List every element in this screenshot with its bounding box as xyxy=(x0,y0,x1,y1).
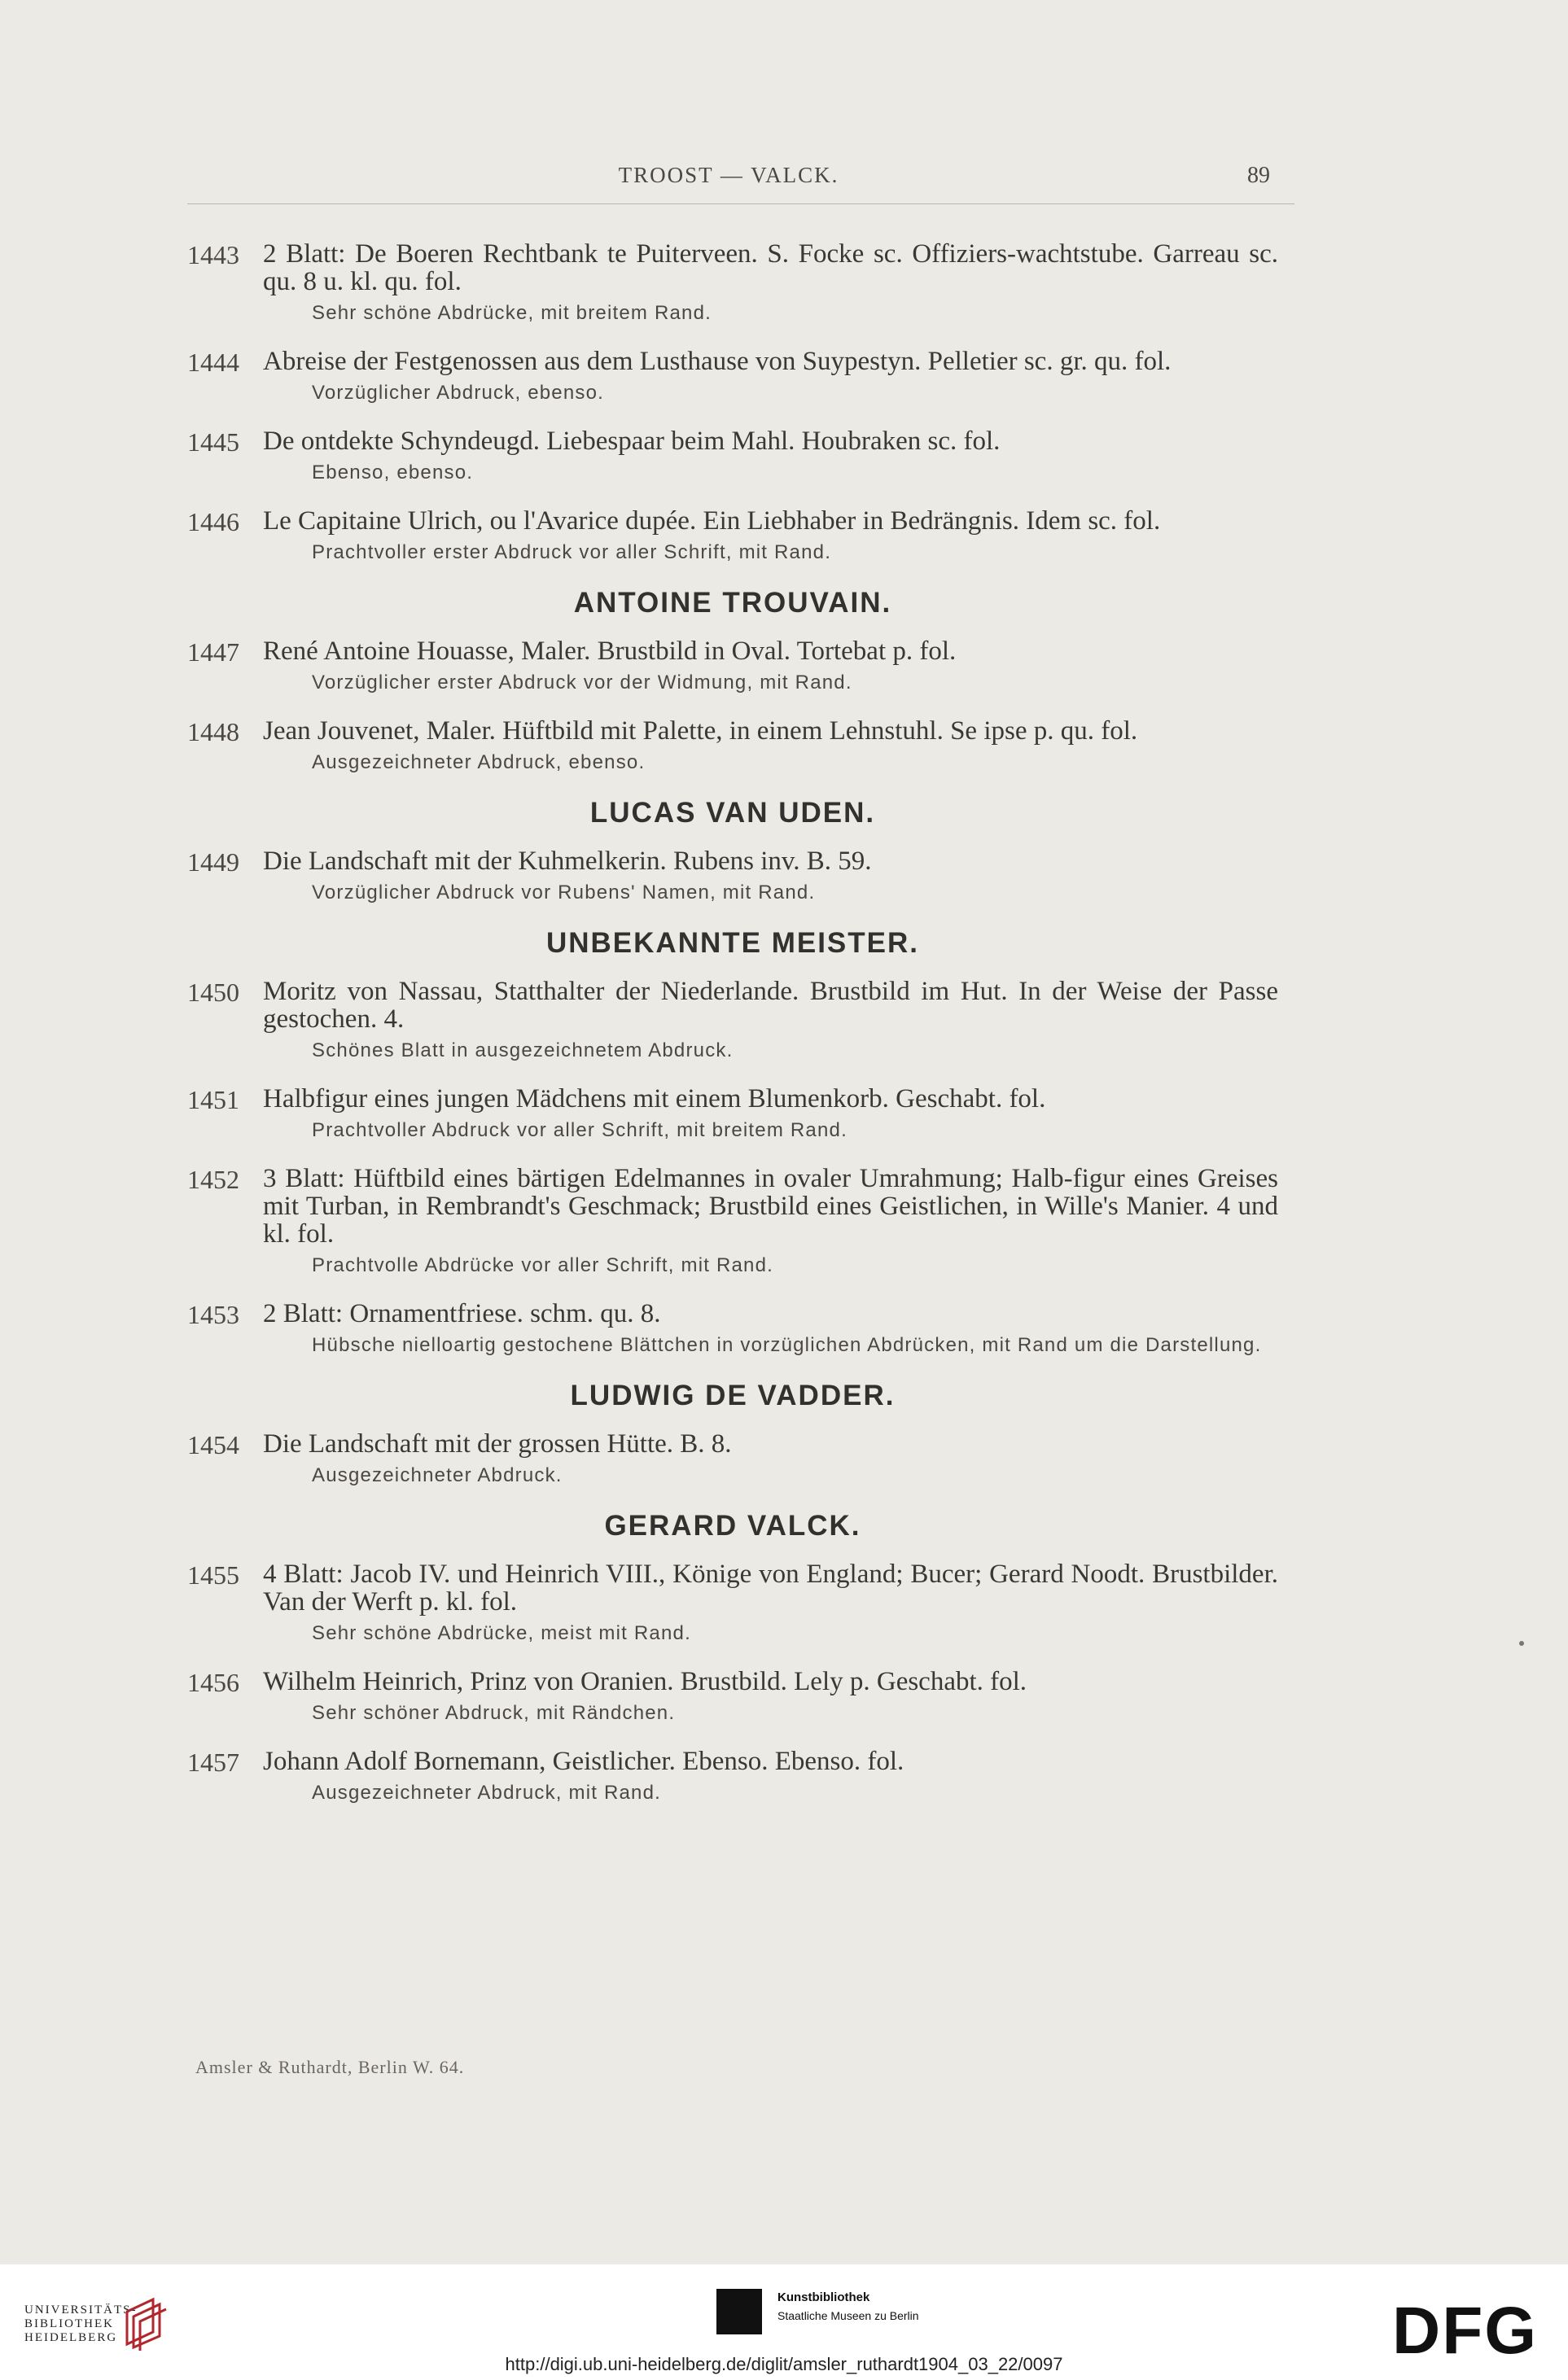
entry-condition-note: Prachtvolle Abdrücke vor aller Schrift, mit Rand. xyxy=(312,1254,774,1276)
entry-group xyxy=(187,637,1278,774)
scan-speck xyxy=(1519,1641,1524,1646)
catalog-entry xyxy=(187,1165,1278,1277)
catalog-entry xyxy=(187,1748,1278,1805)
permalink-url[interactable]: http://digi.ub.uni-heidelberg.de/diglit/amsler_ruthardt1904_03_22/0097 xyxy=(505,2354,1063,2374)
kunstbibliothek-logo-icon[interactable] xyxy=(716,2289,762,2334)
entry-condition-note: Ebenso, ebenso. xyxy=(312,462,474,483)
entry-group xyxy=(187,978,1278,1357)
entry-number: 1443 xyxy=(187,240,239,269)
catalog-entry xyxy=(187,978,1278,1062)
entry-description: 3 Blatt: Hüftbild eines bärtigen Edelmannes in ovaler Umrahmung; Halb-figur eines Greises mit Turban, in Rembrandt's Geschmack; Brustbild eines Geistlichen, in Wille's Manier. 4 und kl. fol. xyxy=(263,1164,1278,1249)
entry-condition-note: Ausgezeichneter Abdruck, ebenso. xyxy=(312,751,646,773)
entry-description: Le Capitaine Ulrich, ou l'Avarice dupée. Ein Liebhaber in Bedrängnis. Idem sc. fol. xyxy=(263,506,1161,536)
entry-description: Die Landschaft mit der Kuhmelkerin. Rubens inv. B. 59. xyxy=(263,847,872,876)
entry-description: Jean Jouvenet, Maler. Hüftbild mit Palette, in einem Lehnstuhl. Se ipse p. qu. fol. xyxy=(263,716,1138,746)
entry-description: Wilhelm Heinrich, Prinz von Oranien. Brustbild. Lely p. Geschabt. fol. xyxy=(263,1667,1027,1696)
catalog-entry xyxy=(187,847,1278,904)
section-heading: LUDWIG DE VADDER. xyxy=(570,1380,896,1411)
catalog-entry xyxy=(187,240,1278,325)
entry-condition-note: Vorzüglicher erster Abdruck vor der Widmung, mit Rand. xyxy=(312,672,852,693)
entry-condition-note: Prachtvoller Abdruck vor aller Schrift, mit breitem Rand. xyxy=(312,1119,848,1141)
catalog-entry xyxy=(187,1300,1278,1357)
entry-condition-note: Sehr schöner Abdruck, mit Rändchen. xyxy=(312,1702,676,1724)
entry-description: 4 Blatt: Jacob IV. und Heinrich VIII., Könige von England; Bucer; Gerard Noodt. Brustbilder. Van der Werft p. kl. fol. xyxy=(263,1560,1278,1617)
entry-condition-note: Vorzüglicher Abdruck, ebenso. xyxy=(312,382,604,404)
catalog-content xyxy=(187,240,1278,1827)
section-heading: ANTOINE TROUVAIN. xyxy=(573,587,892,619)
kb-name: Kunstbibliothek xyxy=(777,2290,870,2304)
dfg-logo[interactable]: DFG xyxy=(1392,2294,1539,2368)
entry-group xyxy=(187,847,1278,904)
catalog-entry xyxy=(187,1560,1278,1645)
entry-number: 1454 xyxy=(187,1430,239,1459)
running-title: TROOST — VALCK. xyxy=(618,163,839,187)
section-heading: UNBEKANNTE MEISTER. xyxy=(545,927,920,959)
entry-condition-note: Sehr schöne Abdrücke, mit breitem Rand. xyxy=(312,302,712,324)
catalog-entry xyxy=(187,348,1278,405)
entry-group xyxy=(187,240,1278,564)
entry-description: Johann Adolf Bornemann, Geistlicher. Ebenso. Ebenso. fol. xyxy=(263,1747,904,1776)
running-header xyxy=(187,163,1270,195)
entry-number: 1444 xyxy=(187,348,239,377)
entry-number: 1449 xyxy=(187,847,239,877)
entry-description: Abreise der Festgenossen aus dem Lusthause von Suypestyn. Pelletier sc. gr. qu. fol. xyxy=(263,347,1172,376)
entry-number: 1457 xyxy=(187,1748,239,1777)
digitization-footer xyxy=(0,2264,1568,2380)
header-rule xyxy=(187,203,1294,204)
entry-number: 1450 xyxy=(187,978,239,1007)
entry-number: 1451 xyxy=(187,1085,239,1114)
entry-description: De ontdekte Schyndeugd. Liebespaar beim Mahl. Houbraken sc. fol. xyxy=(263,427,1001,456)
catalog-entry xyxy=(187,637,1278,694)
catalog-entry xyxy=(187,427,1278,484)
kb-subtitle: Staatliche Museen zu Berlin xyxy=(777,2309,919,2322)
entry-number: 1445 xyxy=(187,427,239,457)
ub-emblem-icon xyxy=(120,2295,186,2352)
entry-condition-note: Schönes Blatt in ausgezeichnetem Abdruck. xyxy=(312,1039,734,1061)
entry-number: 1456 xyxy=(187,1668,239,1697)
entry-description: Halbfigur eines jungen Mädchens mit einem Blumenkorb. Geschabt. fol. xyxy=(263,1084,1046,1113)
entry-condition-note: Ausgezeichneter Abdruck, mit Rand. xyxy=(312,1782,662,1804)
entry-condition-note: Vorzüglicher Abdruck vor Rubens' Namen, mit Rand. xyxy=(312,882,816,903)
entry-description: René Antoine Houasse, Maler. Brustbild in Oval. Tortebat p. fol. xyxy=(263,637,957,666)
entry-condition-note: Sehr schöne Abdrücke, meist mit Rand. xyxy=(312,1622,691,1644)
entry-condition-note: Prachtvoller erster Abdruck vor aller Schrift, mit Rand. xyxy=(312,541,832,563)
entry-number: 1446 xyxy=(187,507,239,536)
entry-description: Die Landschaft mit der grossen Hütte. B. 8. xyxy=(263,1429,732,1459)
entry-description: 2 Blatt: De Boeren Rechtbank te Puiterveen. S. Focke sc. Offiziers-wachtstube. Garreau sc. qu. 8 u. kl. qu. fol. xyxy=(263,239,1278,296)
catalog-entry xyxy=(187,1085,1278,1142)
entry-group xyxy=(187,1560,1278,1805)
entry-description: Moritz von Nassau, Statthalter der Niederlande. Brustbild im Hut. In der Weise der Passe gestochen. 4. xyxy=(263,977,1278,1034)
ub-logo-line: UNIVERSITÄTS- xyxy=(24,2303,138,2317)
catalog-entry xyxy=(187,1430,1278,1487)
catalog-entry xyxy=(187,507,1278,564)
catalog-entry xyxy=(187,1668,1278,1725)
catalog-entry xyxy=(187,717,1278,774)
kunstbibliothek-label xyxy=(777,2290,919,2322)
section-heading: LUCAS VAN UDEN. xyxy=(589,797,876,829)
ub-logo-line: BIBLIOTHEK xyxy=(24,2317,114,2330)
page-number: 89 xyxy=(1247,163,1270,188)
printer-imprint: Amsler & Ruthardt, Berlin W. 64. xyxy=(195,2057,465,2077)
entry-condition-note: Ausgezeichneter Abdruck. xyxy=(312,1464,563,1486)
entry-number: 1455 xyxy=(187,1560,239,1590)
entry-condition-note: Hübsche nielloartig gestochene Blättchen in vorzüglichen Abdrücken, mit Rand um die Darstellung. xyxy=(312,1334,1262,1356)
entry-number: 1452 xyxy=(187,1165,239,1194)
entry-number: 1448 xyxy=(187,717,239,746)
entry-number: 1453 xyxy=(187,1300,239,1329)
entry-group xyxy=(187,1430,1278,1487)
entry-description: 2 Blatt: Ornamentfriese. schm. qu. 8. xyxy=(263,1299,661,1328)
section-heading: GERARD VALCK. xyxy=(604,1510,861,1542)
entry-number: 1447 xyxy=(187,637,239,667)
ub-logo-line: HEIDELBERG xyxy=(24,2331,118,2344)
